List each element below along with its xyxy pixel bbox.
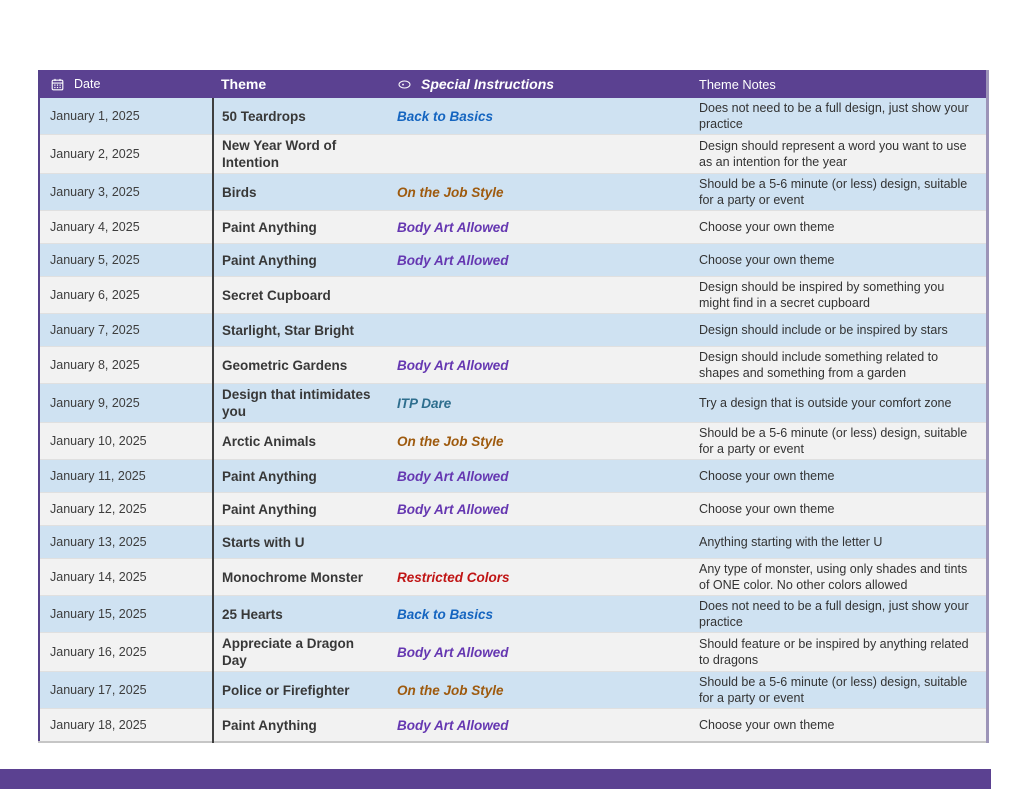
date-cell: January 4, 2025 [39,211,213,244]
theme-cell: Design that intimidates you [213,384,389,423]
theme-cell: Paint Anything [213,460,389,493]
date-cell: January 3, 2025 [39,174,213,211]
theme-notes-cell: Should be a 5-6 minute (or less) design, suitable for a party or event [691,174,987,211]
theme-cell: 50 Teardrops [213,98,389,135]
theme-cell: Monochrome Monster [213,559,389,596]
date-cell: January 7, 2025 [39,314,213,347]
special-instruction-cell [389,277,691,314]
theme-notes-cell: Should be a 5-6 minute (or less) design, suitable for a party or event [691,672,987,709]
theme-cell: Starlight, Star Bright [213,314,389,347]
table-row [39,277,987,314]
theme-cell: Geometric Gardens [213,347,389,384]
table-row [39,347,987,384]
theme-cell: Birds [213,174,389,211]
theme-cell: Police or Firefighter [213,672,389,709]
special-instruction-cell [389,526,691,559]
theme-cell: Paint Anything [213,493,389,526]
theme-notes-cell: Choose your own theme [691,244,987,277]
table-row [39,633,987,672]
special-instruction-cell [389,135,691,174]
special-instruction-cell: Body Art Allowed [389,709,691,743]
theme-notes-cell: Design should represent a word you want to use as an intention for the year [691,135,987,174]
special-instruction-cell: Back to Basics [389,596,691,633]
special-instructions-column-header [389,70,691,98]
date-cell: January 6, 2025 [39,277,213,314]
date-cell: January 14, 2025 [39,559,213,596]
theme-notes-cell: Design should include something related to shapes and something from a garden [691,347,987,384]
theme-notes-cell: Any type of monster, using only shades and tints of ONE color. No other colors allowed [691,559,987,596]
date-cell: January 15, 2025 [39,596,213,633]
date-cell: January 5, 2025 [39,244,213,277]
theme-notes-cell: Should feature or be inspired by anything related to dragons [691,633,987,672]
theme-cell: Paint Anything [213,244,389,277]
table-row [39,493,987,526]
table-row [39,174,987,211]
theme-notes-cell: Choose your own theme [691,460,987,493]
table-header [39,70,987,98]
date-cell: January 12, 2025 [39,493,213,526]
date-cell: January 1, 2025 [39,98,213,135]
date-cell: January 11, 2025 [39,460,213,493]
table-row [39,672,987,709]
theme-cell: Appreciate a Dragon Day [213,633,389,672]
special-instruction-cell: On the Job Style [389,672,691,709]
table-row [39,423,987,460]
table-row [39,314,987,347]
footer-bar [0,769,991,789]
theme-notes-cell: Anything starting with the letter U [691,526,987,559]
date-cell: January 18, 2025 [39,709,213,743]
table-row [39,526,987,559]
theme-notes-column-header [691,70,987,98]
special-instruction-cell: Body Art Allowed [389,244,691,277]
special-instructions-column-label: Special Instructions [421,76,555,92]
table-row [39,98,987,135]
table-row [39,211,987,244]
special-instruction-cell: Restricted Colors [389,559,691,596]
date-cell: January 16, 2025 [39,633,213,672]
special-instruction-cell: Back to Basics [389,98,691,135]
date-cell: January 8, 2025 [39,347,213,384]
table-row [39,559,987,596]
date-cell: January 17, 2025 [39,672,213,709]
theme-column-header [213,70,389,98]
theme-cell: Arctic Animals [213,423,389,460]
table-row [39,460,987,493]
theme-cell: New Year Word of Intention [213,135,389,174]
theme-schedule-table [38,70,989,743]
theme-notes-cell: Should be a 5-6 minute (or less) design, suitable for a party or event [691,423,987,460]
special-instruction-cell: Body Art Allowed [389,211,691,244]
theme-cell: Starts with U [213,526,389,559]
theme-notes-column-label: Theme Notes [699,76,776,92]
date-cell: January 13, 2025 [39,526,213,559]
special-instruction-cell: On the Job Style [389,423,691,460]
table-body [39,98,987,742]
theme-notes-cell: Design should include or be inspired by stars [691,314,987,347]
date-cell: January 2, 2025 [39,135,213,174]
theme-cell: Paint Anything [213,211,389,244]
oval-icon [397,77,412,92]
theme-notes-cell: Choose your own theme [691,493,987,526]
table-row [39,244,987,277]
theme-notes-cell: Design should be inspired by something you might find in a secret cupboard [691,277,987,314]
date-cell: January 10, 2025 [39,423,213,460]
theme-notes-cell: Choose your own theme [691,211,987,244]
table-row [39,135,987,174]
special-instruction-cell: ITP Dare [389,384,691,423]
calendar-icon [50,77,65,92]
special-instruction-cell: Body Art Allowed [389,633,691,672]
theme-notes-cell: Try a design that is outside your comfort zone [691,384,987,423]
theme-notes-cell: Choose your own theme [691,709,987,743]
special-instruction-cell: Body Art Allowed [389,347,691,384]
theme-notes-cell: Does not need to be a full design, just show your practice [691,596,987,633]
header-row [39,70,987,98]
special-instruction-cell: Body Art Allowed [389,460,691,493]
theme-column-label: Theme [221,76,267,92]
theme-cell: 25 Hearts [213,596,389,633]
theme-notes-cell: Does not need to be a full design, just show your practice [691,98,987,135]
special-instruction-cell: On the Job Style [389,174,691,211]
theme-cell: Paint Anything [213,709,389,743]
special-instruction-cell: Body Art Allowed [389,493,691,526]
table-row [39,596,987,633]
special-instruction-cell [389,314,691,347]
date-column-header [39,70,213,98]
table-row [39,384,987,423]
theme-cell: Secret Cupboard [213,277,389,314]
date-column-label: Date [74,77,101,91]
table-row [39,709,987,743]
date-cell: January 9, 2025 [39,384,213,423]
